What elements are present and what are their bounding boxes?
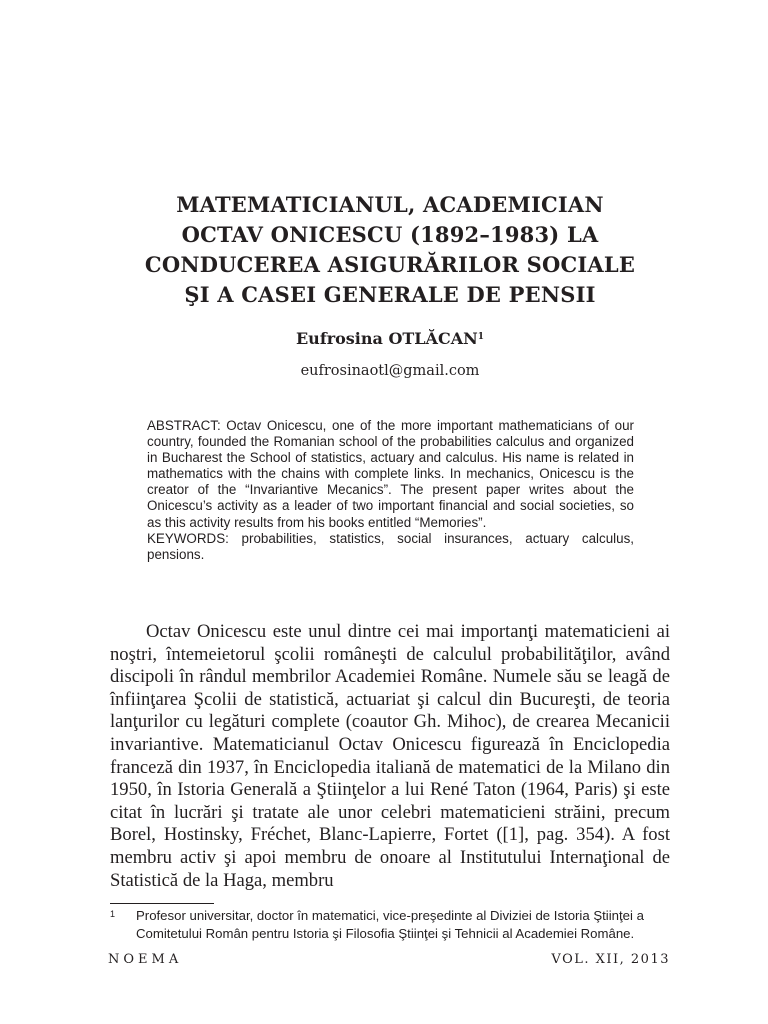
footnote-mark: 1 <box>110 909 116 919</box>
footnote <box>110 907 670 943</box>
title-line: ŞI A CASEI GENERALE DE PENSII <box>184 282 596 307</box>
author-email: eufrosinaotl@gmail.com <box>300 363 480 379</box>
author-line <box>110 328 670 350</box>
author-footnote-mark: 1 <box>477 332 484 342</box>
footnote-text: Profesor universitar, doctor în matematici, vice-preşedinte al Diviziei de Istoria Ştiinţei a Comitetului Român pentru Istoria şi Filosofia Ştiinţei şi Tehnicii al Academiei Române. <box>136 908 644 941</box>
keywords-text: KEYWORDS: probabilities, statistics, social insurances, actuary calculus, pensions. <box>147 530 634 562</box>
journal-name: NOEMA <box>108 952 183 967</box>
journal-volume: VOL. XII, 2013 <box>551 952 670 967</box>
body-paragraph: Octav Onicescu este unul dintre cei mai importanţi matematicieni ai noştri, întemeietorul şcolii româneşti de calculul probabilităţilor, având discipoli în rândul membrilor Academiei Române. Numele său se leagă de înfiinţarea Şcolii de statistică, actuariat şi calcul din Bucureşti, de teoria lanţurilor cu legături complete (coautor Gh. Mihoc), de crearea Mecanicii invariantive. Matematicianul Octav Onicescu figurează în Enciclopedia franceză din 1937, în Enciclopedia italiană de matematici de la Milano din 1950, în Istoria Generală a Ştiinţelor a lui René Taton (1964, Paris) şi este citat în lucrări şi tratate ale unor celebri matematicieni străini, precum Borel, Hostinsky, Fréchet, Blanc-Lapierre, Fortet ([1], pag. 354). A fost membru activ şi apoi membru de onoare al Institutului Internaţional de Statistică de la Haga, membru <box>110 621 670 891</box>
abstract-block <box>147 418 634 563</box>
body-text <box>110 621 670 892</box>
author-name: Eufrosina OTLĂCAN <box>295 329 478 348</box>
abstract-text: ABSTRACT: Octav Onicescu, one of the more important mathematicians of our country, founded the Romanian school of the probabilities calculus and organized in Bucharest the School of statistics, actuary and calculus. His name is related in mathematics with the chains with complete links. In mechanics, Onicescu is the creator of the “Invariantive Mecanics”. The present paper writes about the Onicescu’s activity as a leader of two important financial and social societies, so as this activity results from his books entitled “Memories”. <box>147 418 634 530</box>
title-line: MATEMATICIANUL, ACADEMICIAN <box>176 192 604 217</box>
article-title <box>110 190 670 310</box>
title-line: OCTAV ONICESCU (1892–1983) LA <box>181 222 599 247</box>
footnote-divider <box>110 903 214 904</box>
title-line: CONDUCEREA ASIGURĂRILOR SOCIALE <box>144 252 636 277</box>
